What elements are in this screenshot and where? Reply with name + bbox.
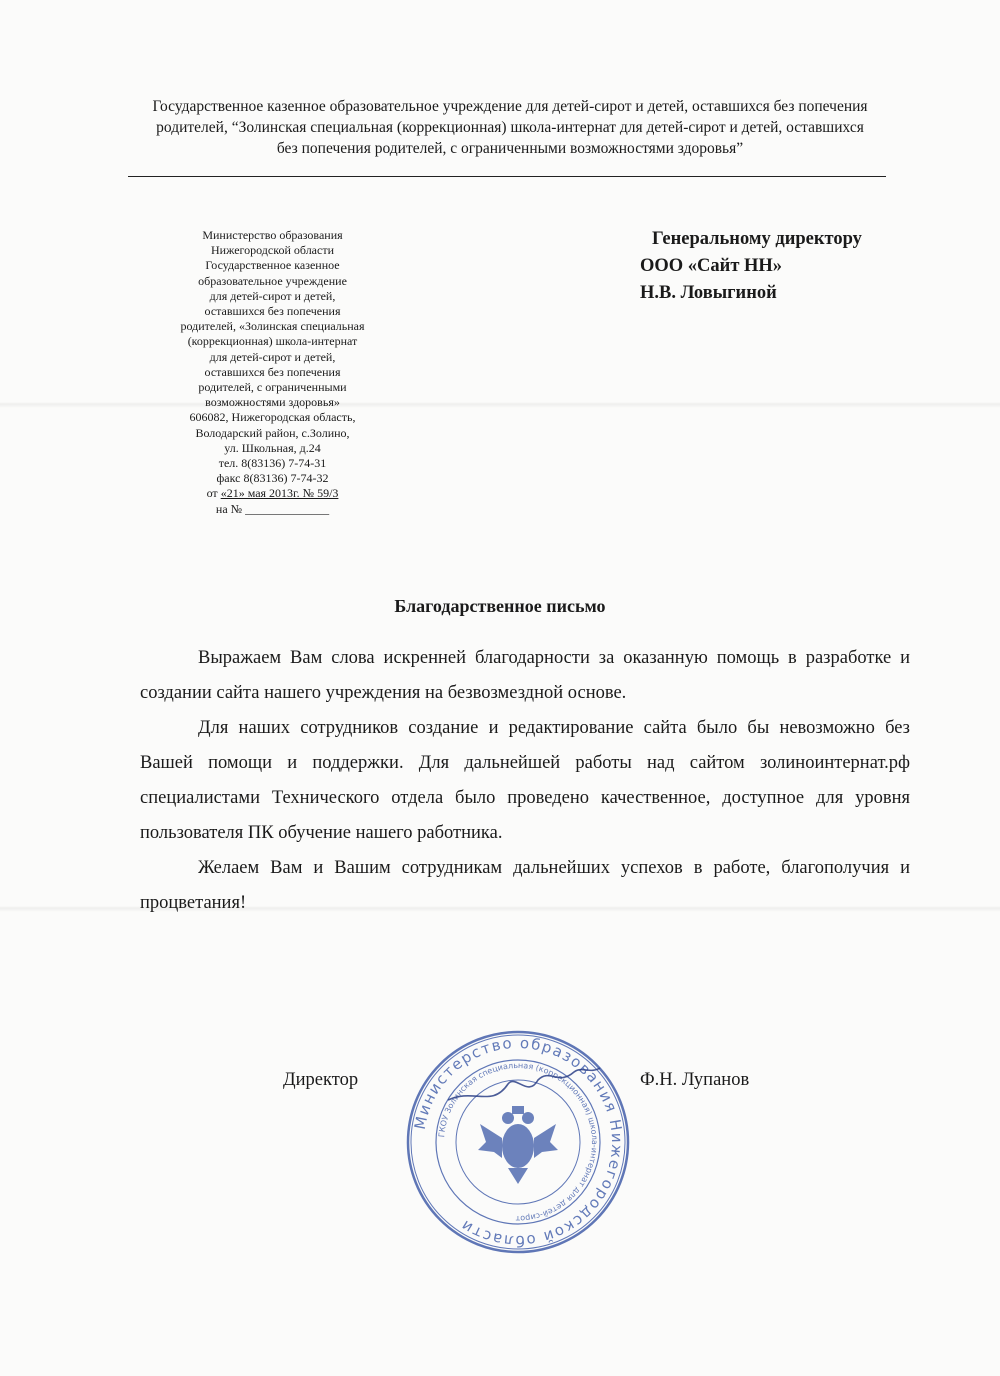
sender-line: возможностями здоровья» (205, 395, 340, 410)
reference-line (160, 486, 385, 501)
sender-line: для детей-сирот и детей, (209, 288, 336, 303)
sender-fax: факс 8(83136) 7-74-32 (216, 471, 329, 486)
stamp-outer-text: Министерство образования Нижегородской области (410, 1033, 627, 1251)
double-headed-eagle-icon (478, 1106, 558, 1184)
sender-address: 606082, Нижегородская область, (189, 410, 356, 425)
header-line-2: родителей, “Золинская специальная (коррекционная) школа-интернат для детей-сирот и детей, оставшихся (156, 119, 864, 136)
body-paragraph: Выражаем Вам слова искренней благодарности за оказанную помощь в разработке и создании сайта нашего учреждения на безвозмездной основе. (140, 648, 910, 703)
sender-line: (коррекционная) школа-интернат (187, 334, 358, 349)
header-line-3: без попечения родителей, с ограниченными возможностями здоровья” (276, 140, 744, 157)
body-paragraph: Для наших сотрудников создание и редактирование сайта было бы невозможно без Вашей помощи и поддержки. Для дальнейшей работы над сайтом золиноинтернат.рф специалистами Технического отдела было проведено качественное, доступное для уровня пользователя ПК обучение нашего работника. (140, 718, 910, 843)
letter-body (140, 641, 910, 921)
recipient-company: ООО «Сайт НН» (640, 256, 783, 276)
reference-prefix: от (206, 486, 221, 501)
signature-name: Ф.Н. Лупанов (640, 1070, 750, 1090)
recipient-position: Генеральному директору (652, 229, 862, 249)
signature-title: Директор (283, 1070, 359, 1090)
reply-line: на № ______________ (215, 501, 330, 516)
recipient-person: Н.В. Ловыгиной (640, 283, 777, 303)
sender-phone: тел. 8(83136) 7-74-31 (218, 456, 327, 471)
sender-line: Министерство образования (202, 228, 343, 242)
sender-line: родителей, «Золинская специальная (180, 319, 365, 334)
official-stamp (404, 1028, 632, 1256)
sender-line: Нижегородской области (210, 243, 334, 258)
letter-title: Благодарственное письмо (394, 596, 606, 616)
sender-block (160, 228, 385, 517)
sender-line: оставшихся без попечения (204, 304, 341, 319)
stamp-inner-text: ГКОУ Золинская специальная (коррекционная) школа-интернат для детей-сирот (437, 1060, 600, 1224)
sender-address: Володарский район, с.Золино, (195, 425, 350, 440)
reference-number: «21» мая 2013г. № 59/3 (220, 486, 339, 501)
sender-line: Государственное казенное (205, 258, 340, 273)
institution-header (110, 96, 910, 159)
sender-line: образовательное учреждение (198, 273, 347, 288)
recipient-block (640, 226, 862, 307)
sender-line: оставшихся без попечения (204, 364, 341, 379)
body-paragraph: Желаем Вам и Вашим сотрудникам дальнейших успехов в работе, благополучия и процветания! (140, 858, 910, 913)
sender-line: для детей-сирот и детей, (209, 349, 336, 364)
sender-address: ул. Школьная, д.24 (224, 440, 321, 455)
sender-line: родителей, с ограниченными (198, 380, 347, 395)
header-line-1: Государственное казенное образовательное учреждение для детей-сирот и детей, оставшихся без попечения (152, 98, 868, 115)
header-divider (128, 176, 886, 177)
